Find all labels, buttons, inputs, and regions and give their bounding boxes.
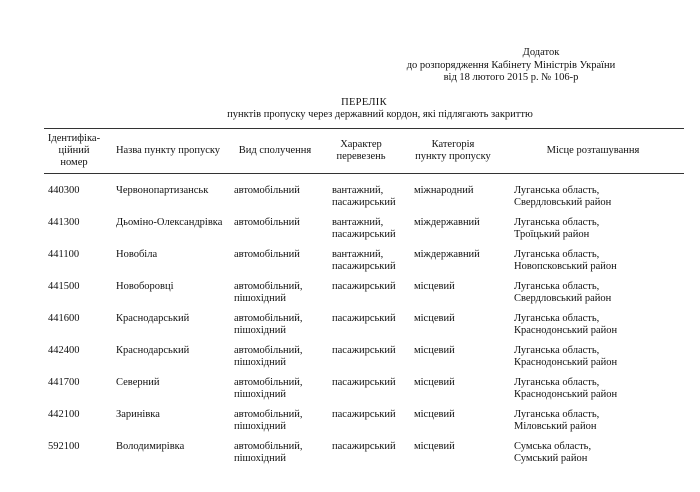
- header-line: Вид сполучення: [238, 145, 312, 156]
- transport-nature: [318, 279, 404, 311]
- annex-block: [380, 47, 642, 85]
- checkpoint-name: Северний: [116, 377, 160, 388]
- table-header-row: [44, 129, 684, 174]
- cell-line: Троїцький район: [514, 229, 590, 240]
- transport-type: [232, 174, 318, 216]
- cell-line: автомобільний,: [234, 313, 303, 324]
- checkpoint-category: місцевий: [414, 345, 455, 356]
- table-row: [44, 279, 684, 311]
- cell-line: Луганська область,: [514, 313, 600, 324]
- cell-line: вантажний,: [332, 249, 384, 260]
- transport-nature: [318, 343, 404, 375]
- checkpoint-id: 442100: [48, 409, 80, 420]
- document-subtitle: пунктів пропуску через державний кордон, які підлягають закриттю: [227, 109, 533, 120]
- checkpoint-id: 441700: [48, 377, 80, 388]
- header-nature: [318, 129, 404, 174]
- transport-type: [232, 279, 318, 311]
- checkpoint-id: 442400: [48, 345, 80, 356]
- header-transport: [232, 129, 318, 174]
- checkpoint-name: Дьоміно-Олександрівка: [116, 217, 223, 228]
- checkpoint-location: [502, 439, 684, 471]
- cell-line: пасажирський: [332, 409, 396, 420]
- header-line: ційний: [58, 145, 90, 156]
- title-block: [0, 97, 700, 121]
- annex-reference: до розпорядження Кабінету Міністрів України: [406, 59, 616, 71]
- checkpoint-category: міжнародний: [414, 185, 474, 196]
- cell-line: пішохідний: [234, 293, 286, 304]
- transport-type: [232, 311, 318, 343]
- transport-type: [232, 375, 318, 407]
- header-location: [502, 129, 684, 174]
- cell-line: Луганська область,: [514, 377, 600, 388]
- checkpoint-name: Краснодарський: [116, 313, 190, 324]
- table-row: [44, 343, 684, 375]
- annex-label: Додаток: [522, 47, 560, 58]
- cell-line: Краснодонський район: [514, 389, 618, 400]
- cell-line: Краснодонський район: [514, 325, 618, 336]
- table-row: [44, 375, 684, 407]
- cell-line: автомобільний,: [234, 377, 303, 388]
- cell-line: пішохідний: [234, 389, 286, 400]
- checkpoint-location: [502, 279, 684, 311]
- cell-line: автомобільний,: [234, 409, 303, 420]
- checkpoint-location: [502, 343, 684, 375]
- transport-type: [232, 343, 318, 375]
- checkpoint-id: 441600: [48, 313, 80, 324]
- checkpoint-location: [502, 174, 684, 216]
- cell-line: пасажирський: [332, 261, 396, 272]
- cell-line: Луганська область,: [514, 281, 600, 292]
- checkpoint-name: Новоборовці: [116, 281, 174, 292]
- transport-nature: [318, 247, 404, 279]
- checkpoint-location: [502, 247, 684, 279]
- header-line: Категорія: [431, 139, 475, 150]
- document-title: ПЕРЕЛІК: [341, 97, 387, 108]
- table-row: [44, 439, 684, 471]
- transport-nature: [318, 215, 404, 247]
- checkpoint-category: міждержавний: [414, 217, 480, 228]
- header-line: Ідентифіка-: [47, 133, 101, 144]
- transport-type: [232, 439, 318, 471]
- table-row: [44, 215, 684, 247]
- checkpoint-id: 440300: [48, 185, 80, 196]
- transport-nature: [318, 439, 404, 471]
- table-row: [44, 174, 684, 216]
- cell-line: автомобільний,: [234, 281, 303, 292]
- checkpoint-name: Червонопартизанськ: [116, 185, 209, 196]
- annex-date: від 18 лютого 2015 р. № 106-р: [443, 72, 579, 83]
- cell-line: вантажний,: [332, 185, 384, 196]
- cell-line: Луганська область,: [514, 345, 600, 356]
- checkpoint-category: міждержавний: [414, 249, 480, 260]
- checkpoint-category: місцевий: [414, 313, 455, 324]
- header-id: [44, 129, 104, 174]
- checkpoint-location: [502, 375, 684, 407]
- checkpoints-table: [44, 128, 684, 471]
- cell-line: автомобільний,: [234, 345, 303, 356]
- cell-line: пасажирський: [332, 377, 396, 388]
- transport-type: [232, 247, 318, 279]
- transport-nature: [318, 407, 404, 439]
- cell-line: вантажний,: [332, 217, 384, 228]
- cell-line: Луганська область,: [514, 185, 600, 196]
- cell-line: автомобільний,: [234, 441, 303, 452]
- cell-line: пасажирський: [332, 281, 396, 292]
- cell-line: Свердловський район: [514, 197, 612, 208]
- cell-line: Луганська область,: [514, 217, 600, 228]
- cell-line: Луганська область,: [514, 249, 600, 260]
- cell-line: Сумська область,: [514, 441, 592, 452]
- checkpoint-category: місцевий: [414, 441, 455, 452]
- transport-type: [232, 215, 318, 247]
- transport-nature: [318, 174, 404, 216]
- header-category: [404, 129, 502, 174]
- checkpoint-name: Заринівка: [116, 409, 160, 420]
- checkpoint-category: місцевий: [414, 409, 455, 420]
- cell-line: пасажирський: [332, 345, 396, 356]
- table-row: [44, 311, 684, 343]
- checkpoint-category: місцевий: [414, 377, 455, 388]
- cell-line: пішохідний: [234, 325, 286, 336]
- checkpoint-id: 441100: [48, 249, 80, 260]
- header-line: номер: [60, 157, 88, 168]
- checkpoint-name: Краснодарський: [116, 345, 190, 356]
- cell-line: пасажирський: [332, 229, 396, 240]
- cell-line: Луганська область,: [514, 409, 600, 420]
- transport-type: [232, 407, 318, 439]
- header-line: пункту пропуску: [415, 151, 491, 162]
- header-line: перевезень: [336, 151, 386, 162]
- header-name: [104, 129, 232, 174]
- table-row: [44, 407, 684, 439]
- cell-line: пішохідний: [234, 357, 286, 368]
- checkpoint-id: 592100: [48, 441, 80, 452]
- cell-line: Сумський район: [514, 453, 588, 464]
- cell-line: автомобільний: [234, 185, 300, 196]
- cell-line: пішохідний: [234, 453, 286, 464]
- cell-line: Свердловський район: [514, 293, 612, 304]
- checkpoint-name: Володимирівка: [116, 441, 185, 452]
- cell-line: пасажирський: [332, 197, 396, 208]
- checkpoint-location: [502, 311, 684, 343]
- checkpoint-id: 441500: [48, 281, 80, 292]
- cell-line: пішохідний: [234, 421, 286, 432]
- header-line: Назва пункту пропуску: [115, 145, 221, 156]
- cell-line: Новопсковський район: [514, 261, 617, 272]
- cell-line: Міловський район: [514, 421, 597, 432]
- header-line: Місце розташування: [546, 145, 640, 156]
- cell-line: пасажирський: [332, 441, 396, 452]
- checkpoint-category: місцевий: [414, 281, 455, 292]
- header-line: Характер: [340, 139, 382, 150]
- cell-line: автомобільний: [234, 217, 300, 228]
- checkpoint-name: Новобіла: [116, 249, 158, 260]
- table-row: [44, 247, 684, 279]
- checkpoint-id: 441300: [48, 217, 80, 228]
- checkpoint-location: [502, 215, 684, 247]
- transport-nature: [318, 375, 404, 407]
- cell-line: Краснодонський район: [514, 357, 618, 368]
- transport-nature: [318, 311, 404, 343]
- checkpoint-location: [502, 407, 684, 439]
- cell-line: пасажирський: [332, 313, 396, 324]
- table-body: [44, 174, 684, 472]
- cell-line: автомобільний: [234, 249, 300, 260]
